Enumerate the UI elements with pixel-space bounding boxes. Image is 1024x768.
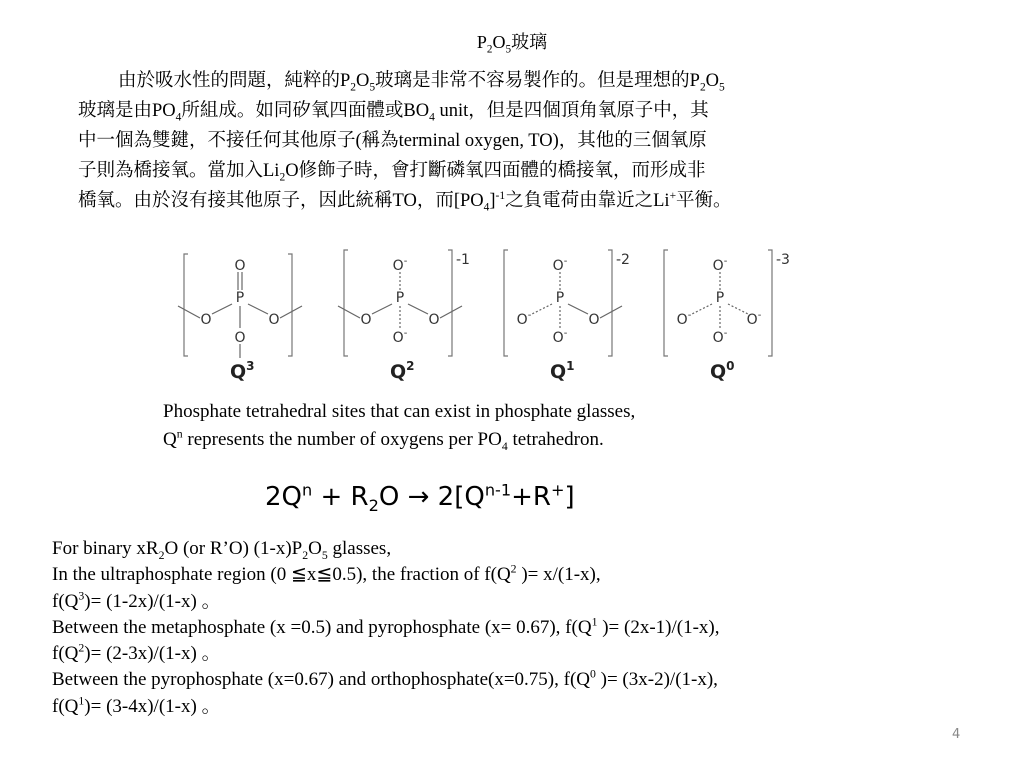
q3-right-oxygen: O: [268, 312, 280, 328]
intro-line: 玻璃是由$PO_4$所組成。如同矽氧四面體或$BO_4$ unit，但是四個頂角氧原子中，其: [78, 101, 709, 124]
q2-phosphorus: P: [395, 290, 405, 306]
body-text: [52, 536, 982, 720]
q2-charge: -1: [456, 252, 470, 268]
q0-phosphorus: P: [715, 290, 725, 306]
q2-structure: [338, 250, 470, 383]
intro-line: 由於吸水性的問題，純粹的$P_2O_5$玻璃是非常不容易製作的。但是理想的$P_2O_5$: [118, 71, 725, 94]
body-line: $f(Q^1)= (3-4x)/(1-x)$ 。: [52, 694, 221, 717]
q2-bottom-oxygen: O-: [392, 328, 408, 346]
slide-number: 4: [952, 727, 961, 742]
q2-right-oxygen: O: [428, 312, 440, 328]
slide-title: $P_2O_5$玻璃: [476, 32, 548, 56]
q1-structure: [504, 250, 630, 383]
q3-top-oxygen: O: [234, 258, 246, 274]
q3-left-oxygen: O: [200, 312, 212, 328]
q2-top-oxygen: O-: [392, 256, 408, 274]
q3-label: $Q^3$: [230, 359, 255, 383]
q3-structure: [178, 254, 302, 383]
caption-line: $Q^n$ represents the number of oxygens per $PO_4$ tetrahedron.: [163, 427, 604, 453]
body-line: Between the metaphosphate (x =0.5) and pyrophosphate (x= 0.67), $f(Q^1$ )= (2x-1)/(1-x),: [52, 615, 720, 638]
body-line: In the ultraphosphate region (0 ≦x≦0.5), the fraction of $f(Q^2$ )= x/(1-x),: [52, 562, 601, 586]
intro-line: 子則為橋接氧。當加入$Li_2O$修飾子時，會打斷磷氧四面體的橋接氧，而形成非: [78, 161, 706, 184]
q1-left-oxygen: O-: [516, 310, 532, 328]
q0-label: $Q^0$: [710, 359, 735, 383]
q0-right-oxygen: O-: [746, 310, 762, 328]
q1-bottom-oxygen: O-: [552, 328, 568, 346]
q2-left-oxygen: O: [360, 312, 372, 328]
body-line: For binary $xR_2O$ (or R’O) $(1-x)P_2O_5$ glasses,: [52, 538, 392, 562]
q1-top-oxygen: O-: [552, 256, 568, 274]
q1-label: $Q^1$: [550, 359, 575, 383]
q0-left-oxygen: O-: [676, 310, 692, 328]
q1-right-oxygen: O: [588, 312, 600, 328]
reaction-equation: $2Q^n + R_2O \to 2[Q^{n-1}+R^+]$: [265, 480, 575, 516]
intro-line: 橋氧。由於沒有接其他原子，因此統稱TO，而$[PO_4]^{-1}$之負電荷由靠近之Li+平衡。: [78, 189, 732, 214]
q1-phosphorus: P: [555, 290, 565, 306]
body-line: Between the pyrophosphate (x=0.67) and orthophosphate(x=0.75), $f(Q^0$ )= (3x-2)/(1-x),: [52, 668, 718, 691]
body-line: $f(Q^2)= (2-3x)/(1-x)$ 。: [52, 641, 221, 665]
q3-bottom-oxygen: O: [234, 330, 246, 346]
q0-structure: [664, 250, 790, 383]
q3-phosphorus: P: [235, 290, 245, 306]
q2-label: $Q^2$: [390, 359, 415, 383]
figure-caption: [163, 398, 843, 454]
q1-charge: -2: [616, 252, 630, 268]
body-line: $f(Q^3)= (1-2x)/(1-x)$ 。: [52, 589, 221, 612]
caption-line: Phosphate tetrahedral sites that can exist in phosphate glasses,: [163, 401, 636, 422]
q0-top-oxygen: O-: [712, 256, 728, 274]
q0-bottom-oxygen: O-: [712, 328, 728, 346]
intro-line: 中一個為雙鍵，不接任何其他原子(稱為terminal oxygen, TO)，其他的三個氧原: [78, 131, 707, 151]
intro-paragraph: [78, 66, 958, 216]
q0-charge: -3: [776, 252, 790, 268]
q-structures-diagram: [160, 238, 800, 398]
